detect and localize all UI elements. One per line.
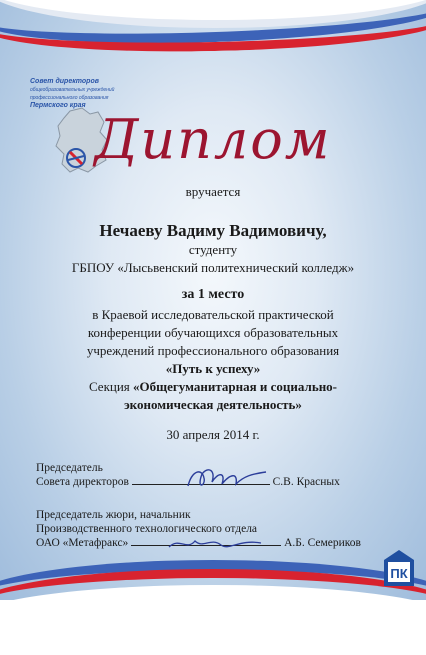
signature-1-line [132,484,270,485]
signature-block-1 [36,461,340,489]
signer-2-department: Производственного технологического отдела [36,523,258,535]
emblem-letters: ПК [390,566,408,581]
signature-block-2 [36,508,361,550]
award-line-3: учреждений профессионального образования [86,343,340,358]
signer-1-name: С.В. Красных [272,476,340,488]
college-emblem-icon [382,548,416,588]
handwritten-signature-2 [165,533,265,555]
recipient-role: студенту [188,242,238,257]
award-line-1: в Краевой исследовательской практической [92,307,334,322]
signer-2-title: Председатель жюри, начальник [36,509,191,521]
section-name-start: «Общегуманитарная и социально- [133,379,338,394]
signer-2-name: А.Б. Семериков [284,537,361,549]
signature-2-line [131,545,281,546]
bottom-white-wave [0,585,426,655]
logo-caption: Совет директоров общеобразовательных учреждений профессионального образования Пермского края [30,78,115,109]
section-line-1 [0,379,426,395]
signer-2-org: ОАО «Метафракс» [36,537,129,549]
recipient-institution: ГБПОУ «Лысьвенский политехнический колледж» [71,260,355,275]
recipient-name: Нечаеву Вадиму Вадимовичу, [99,221,327,240]
section-line-2: экономическая деятельность» [124,397,302,412]
section-prefix: Секция [88,379,134,394]
award-line-2: конференции обучающихся образовательных [87,325,339,340]
diploma-title: Диплом [94,108,332,171]
handwritten-signature-1 [182,464,272,494]
awarded-text: вручается [185,184,241,199]
conference-name: «Путь к успеху» [165,361,261,376]
issue-date: 30 апреля 2014 г. [166,427,260,442]
award-place: за 1 место [181,287,245,302]
signer-1-title: Председатель [36,462,103,474]
signer-1-org: Совета директоров [36,476,129,488]
